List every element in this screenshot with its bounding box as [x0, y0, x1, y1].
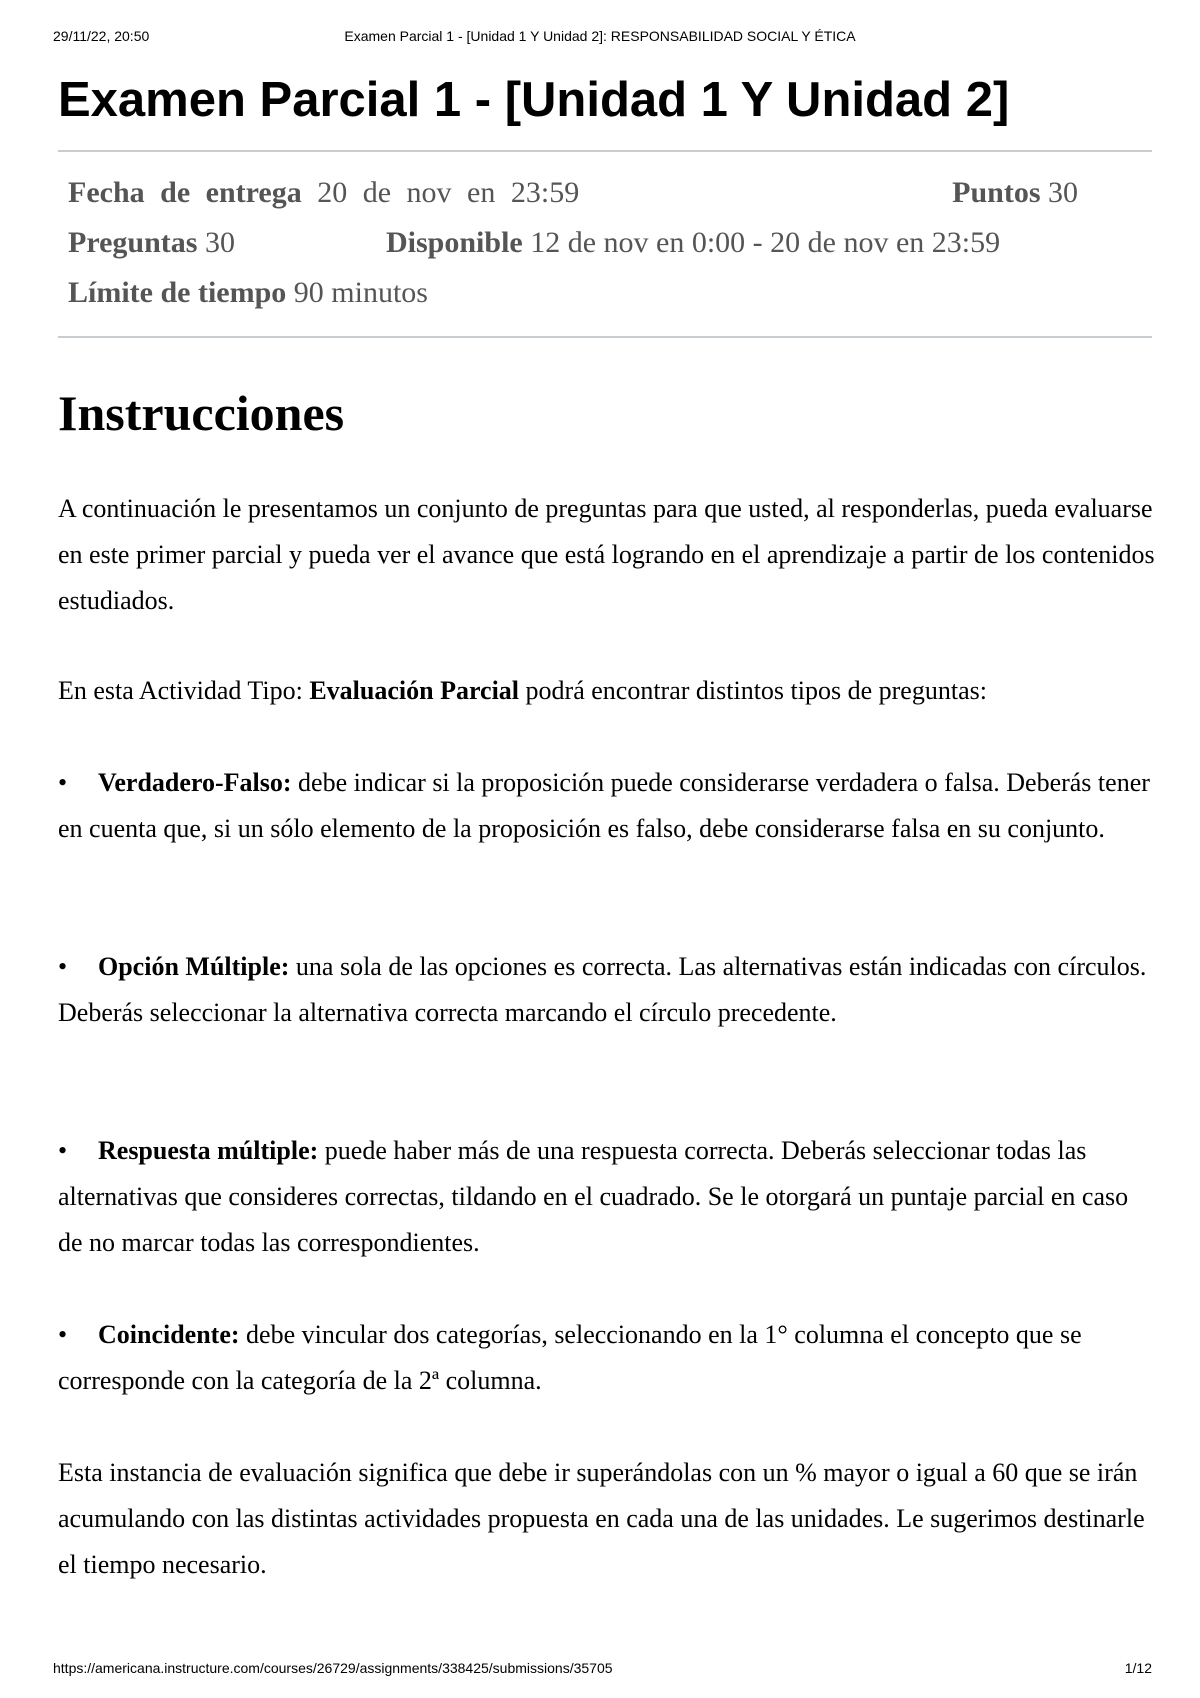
- points-value: 30: [1048, 176, 1078, 209]
- availability: [386, 218, 1000, 268]
- type-term: Verdadero-Falso:: [98, 768, 292, 797]
- activity-type: Evaluación Parcial: [309, 676, 520, 705]
- points: [952, 168, 1078, 218]
- print-datetime: 29/11/22, 20:50: [53, 28, 150, 44]
- question-type-true-false: [58, 760, 1158, 852]
- print-page-number: 1/12: [1124, 1660, 1152, 1676]
- type-description: una sola de las opciones es correcta. Las alternativas están indicadas con círculos. Deberás seleccionar la alternativa correcta marcando el círculo precedente.: [58, 952, 1147, 1027]
- points-label: Puntos: [952, 176, 1041, 209]
- questions-value: 30: [204, 226, 235, 259]
- print-doc-title: Examen Parcial 1 - [Unidad 1 Y Unidad 2]: RESPONSABILIDAD SOCIAL Y ÉTICA: [344, 28, 856, 44]
- available-value: 12 de nov en 0:00 - 20 de nov en 23:59: [530, 226, 1001, 259]
- due-value: 20 de nov en 23:59: [317, 176, 580, 209]
- time-limit-value: 90 minutos: [293, 276, 428, 309]
- question-type-multiple-answer: [58, 1128, 1158, 1266]
- available-label: Disponible: [386, 226, 523, 259]
- question-type-matching: [58, 1312, 1158, 1404]
- bullet: •: [58, 952, 68, 981]
- divider-bottom: [58, 336, 1152, 338]
- bullet: •: [58, 1320, 68, 1349]
- type-term: Respuesta múltiple:: [98, 1136, 319, 1165]
- activity-suffix: podrá encontrar distintos tipos de preguntas:: [519, 676, 987, 705]
- page-title: Examen Parcial 1 - [Unidad 1 Y Unidad 2]: [58, 73, 1010, 127]
- type-description: debe vincular dos categorías, seleccionando en la 1° columna el concepto que se corresponde con la categoría de la 2ª columna.: [58, 1320, 1082, 1395]
- bullet: •: [58, 1136, 68, 1165]
- instructions-closing: Esta instancia de evaluación significa que debe ir superándolas con un % mayor o igual a 60 que se irán acumulando con las distintas actividades propuesta en cada una de las unidades. Le sugerimos destinarle el tiempo necesario.: [58, 1458, 1145, 1579]
- instructions-heading: Instrucciones: [58, 385, 345, 441]
- type-term: Coincidente:: [98, 1320, 240, 1349]
- due-label: Fecha de entrega: [68, 176, 302, 209]
- bullet: •: [58, 768, 68, 797]
- print-footer: [0, 1660, 1200, 1680]
- meta-row-due: [68, 168, 1078, 218]
- type-term: Opción Múltiple:: [98, 952, 290, 981]
- meta-row-time-limit: [68, 268, 1078, 318]
- print-url: https://americana.instructure.com/courses/26729/assignments/338425/submissions/35705: [53, 1660, 613, 1676]
- divider-top: [58, 150, 1152, 152]
- activity-prefix: En esta Actividad Tipo:: [58, 676, 310, 705]
- type-description: debe indicar si la proposición puede considerarse verdadera o falsa. Deberás tener en cuenta que, si un sólo elemento de la proposición es falso, debe considerarse falsa en su conjunto.: [58, 768, 1150, 843]
- type-description: puede haber más de una respuesta correcta. Deberás seleccionar todas las alternativas que consideres correctas, tildando en el cuadrado. Se le otorgará un puntaje parcial en caso de no marcar todas las correspondientes.: [58, 1136, 1129, 1257]
- instructions-intro: A continuación le presentamos un conjunto de preguntas para que usted, al responderlas, pueda evaluarse en este primer parcial y pueda ver el avance que está logrando en el aprendizaje a partir de los contenidos estudiados.: [58, 494, 1155, 615]
- print-header: [0, 28, 1200, 48]
- questions: [68, 226, 235, 259]
- question-type-multiple-choice: [58, 944, 1158, 1036]
- due-date: [68, 168, 579, 218]
- activity-type-line: [58, 668, 1158, 714]
- questions-label: Preguntas: [68, 226, 198, 259]
- time-limit-label: Límite de tiempo: [68, 276, 287, 309]
- meta-row-questions: [68, 218, 1078, 268]
